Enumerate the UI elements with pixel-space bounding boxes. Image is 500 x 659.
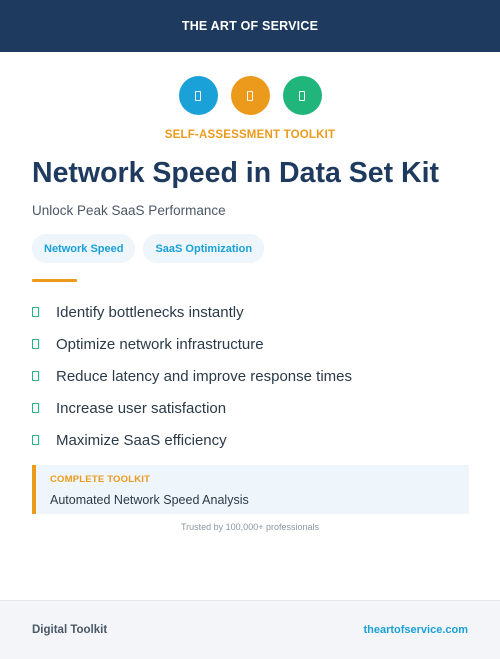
subtitle: Unlock Peak SaaS Performance — [32, 203, 226, 218]
list-item — [32, 296, 352, 328]
feature-text: Maximize SaaS efficiency — [56, 431, 227, 449]
page-title: Network Speed in Data Set Kit — [32, 157, 440, 189]
footer-label: Digital Toolkit — [32, 624, 108, 636]
orange-circle-icon — [231, 76, 270, 115]
green-circle-icon — [283, 76, 322, 115]
tag-network-speed: Network Speed — [32, 234, 135, 263]
feature-text: Increase user satisfaction — [56, 399, 227, 417]
callout-text: Automated Network Speed Analysis — [50, 493, 249, 507]
check-icon — [32, 435, 39, 445]
tag-list — [32, 234, 264, 263]
callout-accent-bar — [32, 465, 36, 514]
list-item — [32, 424, 352, 456]
accent-divider — [32, 279, 77, 282]
check-icon — [32, 371, 39, 381]
callout-label: COMPLETE TOOLKIT — [50, 474, 151, 485]
tag-saas-optimization: SaaS Optimization — [143, 234, 264, 263]
header-bar — [0, 0, 500, 52]
trusted-note: Trusted by 100,000+ professionals — [180, 522, 319, 532]
list-item — [32, 360, 352, 392]
list-item — [32, 328, 352, 360]
footer — [0, 600, 500, 659]
blue-circle-icon — [179, 76, 218, 115]
website-link[interactable]: theartofservice.com — [363, 624, 468, 636]
check-icon — [32, 403, 39, 413]
feature-text: Optimize network infrastructure — [56, 335, 264, 353]
feature-text: Reduce latency and improve response times — [56, 367, 352, 385]
brand-name: THE ART OF SERVICE — [181, 19, 319, 33]
check-icon — [32, 307, 39, 317]
icon-row — [0, 76, 500, 115]
list-item — [32, 392, 352, 424]
kicker-label: SELF-ASSESSMENT TOOLKIT — [164, 129, 336, 141]
check-icon — [32, 339, 39, 349]
feature-text: Identify bottlenecks instantly — [56, 303, 244, 321]
feature-list — [32, 296, 352, 456]
toolkit-callout — [32, 465, 469, 514]
